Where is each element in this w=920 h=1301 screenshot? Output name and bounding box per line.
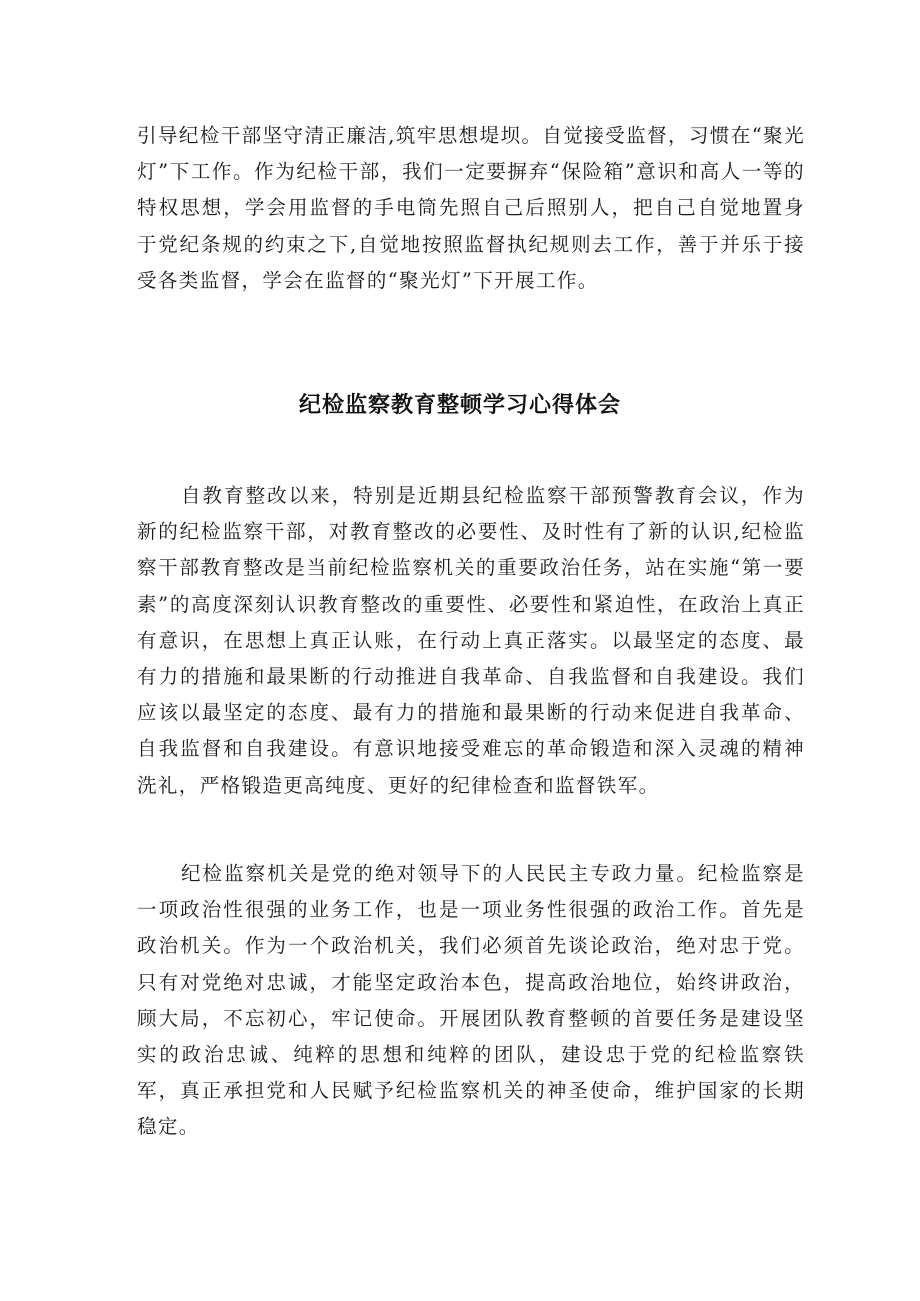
body-paragraph-1: 自教育整改以来，特别是近期县纪检监察干部预警教育会议，作为新的纪检监察干部，对教育整改的必要性、及时性有了新的认识,纪检监察干部教育整改是当前纪检监察机关的重要政治任务，站在实施“第一要素”的高度深刻认识教育整改的重要性、必要性和紧迫性，在政治上真正有意识，在思想上真正认账，在行动上真正落实。以最坚定的态度、最有力的措施和最果断的行动推进自我革命、自我监督和自我建设。我们应该以最坚定的态度、最有力的措施和最果断的行动来促进自我革命、自我监督和自我建设。有意识地接受难忘的革命锻造和深入灵魂的精神洗礼，严格锻造更高纯度、更好的纪律检查和监督铁军。 xyxy=(137,484,805,797)
section-title: 纪检监察教育整顿学习心得体会 xyxy=(298,393,621,418)
intro-paragraph: 引导纪检干部坚守清正廉洁,筑牢思想堤坝。自觉接受监督，习惯在“聚光灯”下工作。作为纪检干部，我们一定要摒弃“保险箱”意识和高人一等的特权思想，学会用监督的手电筒先照自己后照别人，把自己自觉地置身于党纪条规的约束之下,自觉地按照监督执纪规则去工作，善于并乐于接受各类监督，学会在监督的“聚光灯”下开展工作。 xyxy=(137,124,805,292)
body-paragraph-2: 纪检监察机关是党的绝对领导下的人民民主专政力量。纪检监察是一项政治性很强的业务工作，也是一项业务性很强的政治工作。首先是政治机关。作为一个政治机关，我们必须首先谈论政治，绝对忠于党。只有对党绝对忠诚，才能坚定政治本色，提高政治地位，始终讲政治，顾大局，不忘初心，牢记使命。开展团队教育整顿的首要任务是建设坚实的政治忠诚、纯粹的思想和纯粹的团队，建设忠于党的纪检监察铁军，真正承担党和人民赋予纪检监察机关的神圣使命，维护国家的长期稳定。 xyxy=(137,862,805,1139)
